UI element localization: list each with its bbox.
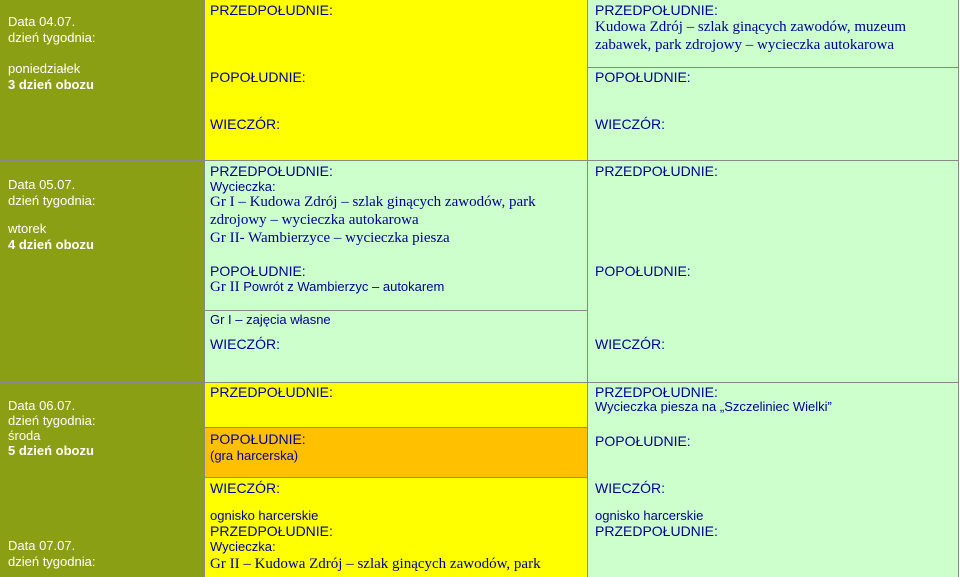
grid-line [0,382,959,383]
grid-line [204,477,588,478]
day2-left-afternoon-line [210,279,444,295]
day2-date-cell [0,160,204,382]
day1-right-afternoon-cell [588,67,958,160]
day3-right-cell [588,382,958,577]
day3-left-morning-cell [204,382,588,427]
day1-date: Data 04.07. [8,14,76,29]
day3-date-cell [0,382,204,577]
day3-right-evening-label: WIECZÓR: [595,480,665,496]
day1-date-cell [0,0,204,160]
day2-left-afternoon-label: POPOŁUDNIE: [210,263,306,279]
day2-left-evening-cell [204,310,588,382]
day1-weekday: poniedziałek [8,61,81,76]
day3-left-evening-note: ognisko harcerskie [210,508,319,523]
day4-left-trip-label: Wycieczka: [210,539,276,554]
day1-right-morning-label: PRZEDPOŁUDNIE: [595,2,718,18]
day3-left-afternoon-cell [204,427,588,477]
day3-right-morning-label: PRZEDPOŁUDNIE: [595,384,718,400]
day3-left-evening-label: WIECZÓR: [210,480,280,496]
day2-right-morning-label: PRZEDPOŁUDNIE: [595,163,718,179]
day1-left-morning-label: PRZEDPOŁUDNIE: [210,2,333,18]
day4-date: Data 07.07. [8,538,76,553]
day1-right-morning-line2: zabawek, park zdrojowy – wycieczka autokarowa [595,37,895,53]
day3-left-afternoon-label: POPOŁUDNIE: [210,431,306,447]
day3-camp-day: 5 dzień obozu [8,443,94,458]
day2-right-evening-label: WIECZÓR: [595,336,665,352]
day2-right-afternoon-label: POPOŁUDNIE: [595,263,691,279]
day2-right-cell [588,160,958,382]
day1-right-morning-line1: Kudowa Zdrój – szlak ginących zawodów, muzeum [595,19,907,35]
day2-left-morning-line3: Gr II- Wambierzyce – wycieczka piesza [210,230,450,246]
day4-right-morning-label: PRZEDPOŁUDNIE: [595,523,718,539]
day2-left-afternoon-group: Gr II [210,279,240,295]
day2-left-afternoon-text: Powrót z Wambierzyc – autokarem [243,279,445,294]
day2-left-morning-label: PRZEDPOŁUDNIE: [210,163,333,179]
day2-weekday: wtorek [8,221,47,236]
day1-left-afternoon-label: POPOŁUDNIE: [210,69,306,85]
day2-left-evening-label: WIECZÓR: [210,336,280,352]
day4-left-morning-label: PRZEDPOŁUDNIE: [210,523,333,539]
day1-right-afternoon-label: POPOŁUDNIE: [595,69,691,85]
grid-line [587,0,588,577]
day2-left-cell [204,160,588,310]
day3-left-morning-label: PRZEDPOŁUDNIE: [210,384,333,400]
day3-right-morning-note: Wycieczka piesza na „Szczeliniec Wielki” [595,399,832,414]
grid-line [204,427,588,428]
day3-left-afternoon-note: (gra harcerska) [210,448,299,463]
day3-right-afternoon-label: POPOŁUDNIE: [595,433,691,449]
day1-camp-day: 3 dzień obozu [8,77,94,92]
day2-left-afternoon-line2: Gr I – zajęcia własne [210,312,331,327]
day2-date: Data 05.07. [8,177,76,192]
day2-left-morning-line1: Gr I – Kudowa Zdrój – szlak ginących zawodów, park [210,194,536,210]
day2-weekday-label: dzień tygodnia: [8,193,96,208]
day1-left-evening-label: WIECZÓR: [210,116,280,132]
day1-right-evening-label: WIECZÓR: [595,116,665,132]
day3-date: Data 06.07. [8,398,76,413]
day4-left-morning-line1: Gr II – Kudowa Zdrój – szlak ginących zawodów, park [210,556,541,572]
grid-line [0,160,959,161]
day1-weekday-label: dzień tygodnia: [8,30,96,45]
day3-weekday: środa [8,428,41,443]
day2-camp-day: 4 dzień obozu [8,237,94,252]
grid-line [204,0,205,577]
grid-line [204,310,588,311]
grid-line [588,67,959,68]
grid-line [958,0,959,577]
day3-weekday-label: dzień tygodnia: [8,413,96,428]
day4-weekday-label: dzień tygodnia: [8,554,96,569]
day3-left-evening-cell [204,477,588,577]
day1-left-cell [204,0,588,160]
day2-left-trip-label: Wycieczka: [210,179,276,194]
day2-left-morning-line2: zdrojowy – wycieczka autokarowa [210,212,419,228]
day3-right-evening-note: ognisko harcerskie [595,508,704,523]
day1-right-morning-cell [588,0,958,67]
